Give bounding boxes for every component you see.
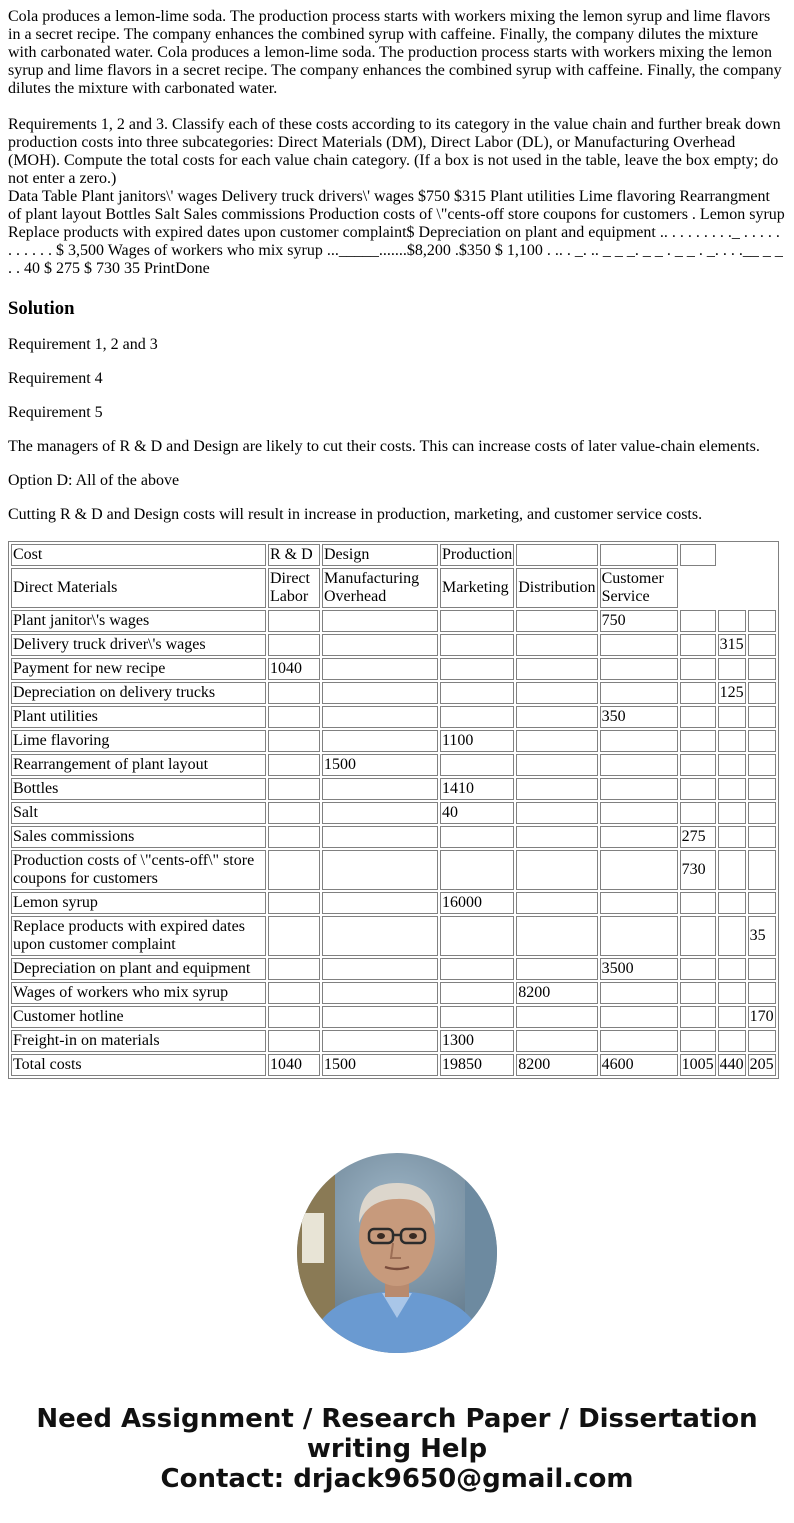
cost-value-cell	[718, 706, 746, 728]
requirement-4-label: Requirement 4	[8, 370, 103, 387]
cost-value-cell	[440, 634, 514, 656]
cost-value-cell	[322, 634, 438, 656]
cost-value-cell	[718, 610, 746, 632]
cost-value-cell	[268, 802, 320, 824]
table-row	[11, 610, 776, 632]
cost-value-cell	[516, 778, 597, 800]
cost-value-cell	[268, 892, 320, 914]
cost-value-cell	[322, 916, 438, 956]
cost-value-cell	[748, 958, 776, 980]
cost-label-cell: Delivery truck driver\'s wages	[11, 634, 266, 656]
requirement-5-label: Requirement 5	[8, 404, 103, 421]
cost-value-cell	[322, 610, 438, 632]
option-answer: Option D: All of the above	[8, 472, 180, 489]
promo-line-2: writing Help	[306, 1434, 488, 1464]
cost-value-cell	[516, 1030, 597, 1052]
cost-value-cell	[322, 802, 438, 824]
cost-value-cell	[680, 754, 716, 776]
header-cell: Cost	[11, 544, 266, 566]
cost-value-cell	[718, 802, 746, 824]
cost-value-cell	[268, 610, 320, 632]
cost-value-cell	[440, 982, 514, 1004]
cost-value-cell	[516, 802, 597, 824]
cost-value-cell	[268, 778, 320, 800]
cost-value-cell	[680, 982, 716, 1004]
cost-label-cell: Production costs of \"cents-off\" store coupons for customers	[11, 850, 266, 890]
table-row	[11, 982, 776, 1004]
cost-value-cell	[516, 682, 597, 704]
header-cell	[516, 544, 597, 566]
cost-value-cell	[440, 958, 514, 980]
cost-value-cell: 730	[680, 850, 716, 890]
cost-value-cell	[600, 1030, 678, 1052]
cost-value-cell	[748, 850, 776, 890]
cost-value-cell	[748, 754, 776, 776]
cost-value-cell	[680, 958, 716, 980]
table-row	[11, 682, 776, 704]
cost-value-cell	[600, 730, 678, 752]
page-content	[8, 8, 786, 524]
cost-value-cell	[680, 778, 716, 800]
cost-value-cell	[718, 658, 746, 680]
cost-value-cell	[748, 610, 776, 632]
cost-value-cell	[600, 1006, 678, 1028]
cost-value-cell: 1040	[268, 658, 320, 680]
cost-value-cell	[718, 826, 746, 848]
promo-contact: Contact: drjack9650@gmail.com	[160, 1464, 634, 1494]
cost-value-cell	[268, 730, 320, 752]
cost-label-cell: Salt	[11, 802, 266, 824]
cost-value-cell: 1040	[268, 1054, 320, 1076]
header-cell	[600, 544, 678, 566]
cost-value-cell: 1100	[440, 730, 514, 752]
cost-value-cell	[748, 682, 776, 704]
cost-value-cell	[322, 1006, 438, 1028]
table-row	[11, 826, 776, 848]
table-row	[11, 1006, 776, 1028]
requirement-123-label: Requirement 1, 2 and 3	[8, 336, 158, 353]
cost-value-cell	[322, 826, 438, 848]
cost-value-cell: 8200	[516, 1054, 597, 1076]
header-cell	[680, 544, 716, 566]
cost-value-cell: 3500	[600, 958, 678, 980]
header-cell: Production	[440, 544, 514, 566]
cost-value-cell: 35	[748, 916, 776, 956]
cost-value-cell	[718, 958, 746, 980]
cost-value-cell: 1500	[322, 1054, 438, 1076]
cost-value-cell: 4600	[600, 1054, 678, 1076]
cost-value-cell	[680, 916, 716, 956]
cost-value-cell	[516, 916, 597, 956]
cost-value-cell	[748, 730, 776, 752]
cost-table	[8, 541, 779, 1079]
cost-value-cell	[322, 850, 438, 890]
cost-value-cell	[718, 1006, 746, 1028]
cost-label-cell: Sales commissions	[11, 826, 266, 848]
cost-value-cell	[718, 1030, 746, 1052]
cost-value-cell: 170	[748, 1006, 776, 1028]
cost-value-cell	[600, 850, 678, 890]
table-row	[11, 634, 776, 656]
cost-label-cell: Total costs	[11, 1054, 266, 1076]
table-header-row-2	[11, 568, 776, 608]
cost-value-cell	[600, 826, 678, 848]
cost-value-cell	[718, 754, 746, 776]
cost-label-cell: Payment for new recipe	[11, 658, 266, 680]
cost-value-cell	[322, 778, 438, 800]
header-cell: Manufacturing Overhead	[322, 568, 438, 608]
cost-value-cell	[680, 682, 716, 704]
cost-label-cell: Rearrangement of plant layout	[11, 754, 266, 776]
cost-value-cell	[718, 730, 746, 752]
cost-value-cell	[748, 1030, 776, 1052]
cost-value-cell: 275	[680, 826, 716, 848]
cost-value-cell	[516, 634, 597, 656]
table-row	[11, 802, 776, 824]
cost-value-cell	[516, 1006, 597, 1028]
cost-value-cell: 19850	[440, 1054, 514, 1076]
cost-value-cell	[322, 1030, 438, 1052]
table-total-row	[11, 1054, 776, 1076]
cost-value-cell	[516, 754, 597, 776]
cost-table-wrapper	[8, 541, 779, 1079]
cost-value-cell	[718, 778, 746, 800]
cost-value-cell	[516, 826, 597, 848]
table-header-row-1	[11, 544, 776, 566]
cost-value-cell	[718, 982, 746, 1004]
question-requirements: Requirements 1, 2 and 3. Classify each of these costs according to its category in the value chain and further break down production costs into three subcategories: Direct Materials (DM), Direct Labor (DL), or Manufacturing Overhead (MOH). Compute the total costs for each value chain category. (If a box is not used in the table, leave the box empty; do not enter a zero.)	[8, 116, 781, 187]
cost-value-cell	[748, 778, 776, 800]
cost-value-cell: 40	[440, 802, 514, 824]
cost-value-cell	[440, 658, 514, 680]
header-cell: Direct Materials	[11, 568, 266, 608]
cost-value-cell: 750	[600, 610, 678, 632]
cost-value-cell: 1005	[680, 1054, 716, 1076]
cost-value-cell	[680, 610, 716, 632]
cost-value-cell	[680, 1006, 716, 1028]
promo-line-1: Need Assignment / Research Paper / Dissertation	[36, 1404, 758, 1434]
cost-value-cell	[680, 1030, 716, 1052]
cost-value-cell	[268, 706, 320, 728]
cost-value-cell	[268, 826, 320, 848]
cost-value-cell	[680, 892, 716, 914]
cost-label-cell: Lime flavoring	[11, 730, 266, 752]
cost-value-cell	[440, 706, 514, 728]
cost-value-cell	[440, 754, 514, 776]
cost-value-cell	[268, 682, 320, 704]
cost-value-cell	[440, 826, 514, 848]
cost-value-cell	[516, 610, 597, 632]
cost-value-cell	[268, 1030, 320, 1052]
cost-value-cell: 440	[718, 1054, 746, 1076]
cost-value-cell	[516, 850, 597, 890]
cost-label-cell: Replace products with expired dates upon customer complaint	[11, 916, 266, 956]
cost-value-cell	[268, 1006, 320, 1028]
cost-value-cell	[748, 634, 776, 656]
cost-value-cell	[440, 916, 514, 956]
cost-value-cell	[322, 958, 438, 980]
cost-value-cell	[600, 658, 678, 680]
author-portrait-image	[297, 1153, 497, 1353]
cost-value-cell	[600, 892, 678, 914]
cost-value-cell	[268, 916, 320, 956]
cost-value-cell	[680, 634, 716, 656]
cost-label-cell: Bottles	[11, 778, 266, 800]
cost-value-cell	[748, 706, 776, 728]
cost-value-cell	[268, 754, 320, 776]
cost-value-cell	[600, 682, 678, 704]
table-row	[11, 892, 776, 914]
cost-value-cell	[600, 634, 678, 656]
cost-value-cell	[322, 682, 438, 704]
table-row	[11, 658, 776, 680]
table-row	[11, 1030, 776, 1052]
cost-label-cell: Plant janitor\'s wages	[11, 610, 266, 632]
question-data-table: Data Table Plant janitors\' wages Delivery truck drivers\' wages $750 $315 Plant utilities Lime flavoring Rearrangment of plant layout Bottles Salt Sales commissions Production costs of \"cents-off store coupons for customers . Lemon syrup Replace products with expired dates upon customer complaint$ Depreciation on plant and equipment .. . . . . . . . ._ . . . . . . . . . . . $ 3,500 Wages of workers who mix syrup ..._____.......$8,200 .$350 $ 1,100 . .. . _. .. _ _ _. _ _ . _ _ . _. . . .__ _ _ . . 40 $ 275 $ 730 35 PrintDone	[8, 188, 785, 277]
cost-value-cell	[516, 706, 597, 728]
cost-value-cell: 315	[718, 634, 746, 656]
cost-value-cell	[718, 916, 746, 956]
cost-value-cell	[322, 658, 438, 680]
cost-value-cell	[322, 730, 438, 752]
cost-value-cell	[516, 958, 597, 980]
cost-value-cell	[718, 892, 746, 914]
cost-value-cell	[440, 1006, 514, 1028]
cost-value-cell	[322, 706, 438, 728]
cost-value-cell	[680, 706, 716, 728]
cost-value-cell	[748, 802, 776, 824]
cost-value-cell	[680, 730, 716, 752]
cost-value-cell	[516, 730, 597, 752]
header-cell: Direct Labor	[268, 568, 320, 608]
cost-value-cell	[268, 958, 320, 980]
table-row	[11, 916, 776, 956]
author-avatar	[297, 1153, 497, 1353]
cost-value-cell: 8200	[516, 982, 597, 1004]
cost-value-cell	[600, 802, 678, 824]
cost-value-cell: 350	[600, 706, 678, 728]
cost-value-cell: 1300	[440, 1030, 514, 1052]
cost-value-cell	[718, 850, 746, 890]
cost-value-cell: 205	[748, 1054, 776, 1076]
cost-value-cell	[268, 850, 320, 890]
cost-value-cell	[440, 610, 514, 632]
cost-value-cell	[600, 754, 678, 776]
promo-footer	[0, 1404, 794, 1494]
table-row	[11, 706, 776, 728]
cost-label-cell: Customer hotline	[11, 1006, 266, 1028]
cost-value-cell	[600, 982, 678, 1004]
cost-value-cell: 125	[718, 682, 746, 704]
cost-label-cell: Lemon syrup	[11, 892, 266, 914]
cost-value-cell	[748, 826, 776, 848]
header-cell: Marketing	[440, 568, 514, 608]
cost-value-cell	[680, 802, 716, 824]
table-row	[11, 778, 776, 800]
cost-label-cell: Wages of workers who mix syrup	[11, 982, 266, 1004]
solution-heading: Solution	[8, 298, 75, 319]
cost-value-cell	[268, 982, 320, 1004]
cutting-text: Cutting R & D and Design costs will result in increase in production, marketing, and customer service costs.	[8, 506, 703, 523]
cost-value-cell	[440, 682, 514, 704]
table-row	[11, 730, 776, 752]
cost-value-cell	[322, 982, 438, 1004]
cost-label-cell: Depreciation on delivery trucks	[11, 682, 266, 704]
header-cell: Customer Service	[600, 568, 678, 608]
table-row	[11, 850, 776, 890]
cost-label-cell: Depreciation on plant and equipment	[11, 958, 266, 980]
cost-label-cell: Freight-in on materials	[11, 1030, 266, 1052]
cost-value-cell	[748, 658, 776, 680]
cost-value-cell	[516, 892, 597, 914]
cost-value-cell: 16000	[440, 892, 514, 914]
cost-value-cell	[516, 658, 597, 680]
cost-value-cell	[748, 982, 776, 1004]
cost-value-cell	[680, 658, 716, 680]
cost-value-cell	[600, 778, 678, 800]
cost-value-cell	[600, 916, 678, 956]
cost-value-cell	[322, 892, 438, 914]
cost-value-cell	[268, 634, 320, 656]
cost-value-cell	[440, 850, 514, 890]
question-intro: Cola produces a lemon-lime soda. The production process starts with workers mixing the lemon syrup and lime flavors in a secret recipe. The company enhances the combined syrup with caffeine. Finally, the company dilutes the mixture with carbonated water. Cola produces a lemon-lime soda. The production process starts with workers mixing the lemon syrup and lime flavors in a secret recipe. The company enhances the combined syrup with caffeine. Finally, the company dilutes the mixture with carbonated water.	[8, 8, 782, 97]
cost-value-cell: 1500	[322, 754, 438, 776]
cost-value-cell	[748, 892, 776, 914]
table-row	[11, 754, 776, 776]
header-cell: Distribution	[516, 568, 597, 608]
cost-label-cell: Plant utilities	[11, 706, 266, 728]
header-cell: R & D	[268, 544, 320, 566]
managers-text: The managers of R & D and Design are likely to cut their costs. This can increase costs of later value-chain elements.	[8, 438, 760, 455]
cost-value-cell: 1410	[440, 778, 514, 800]
table-row	[11, 958, 776, 980]
header-cell: Design	[322, 544, 438, 566]
